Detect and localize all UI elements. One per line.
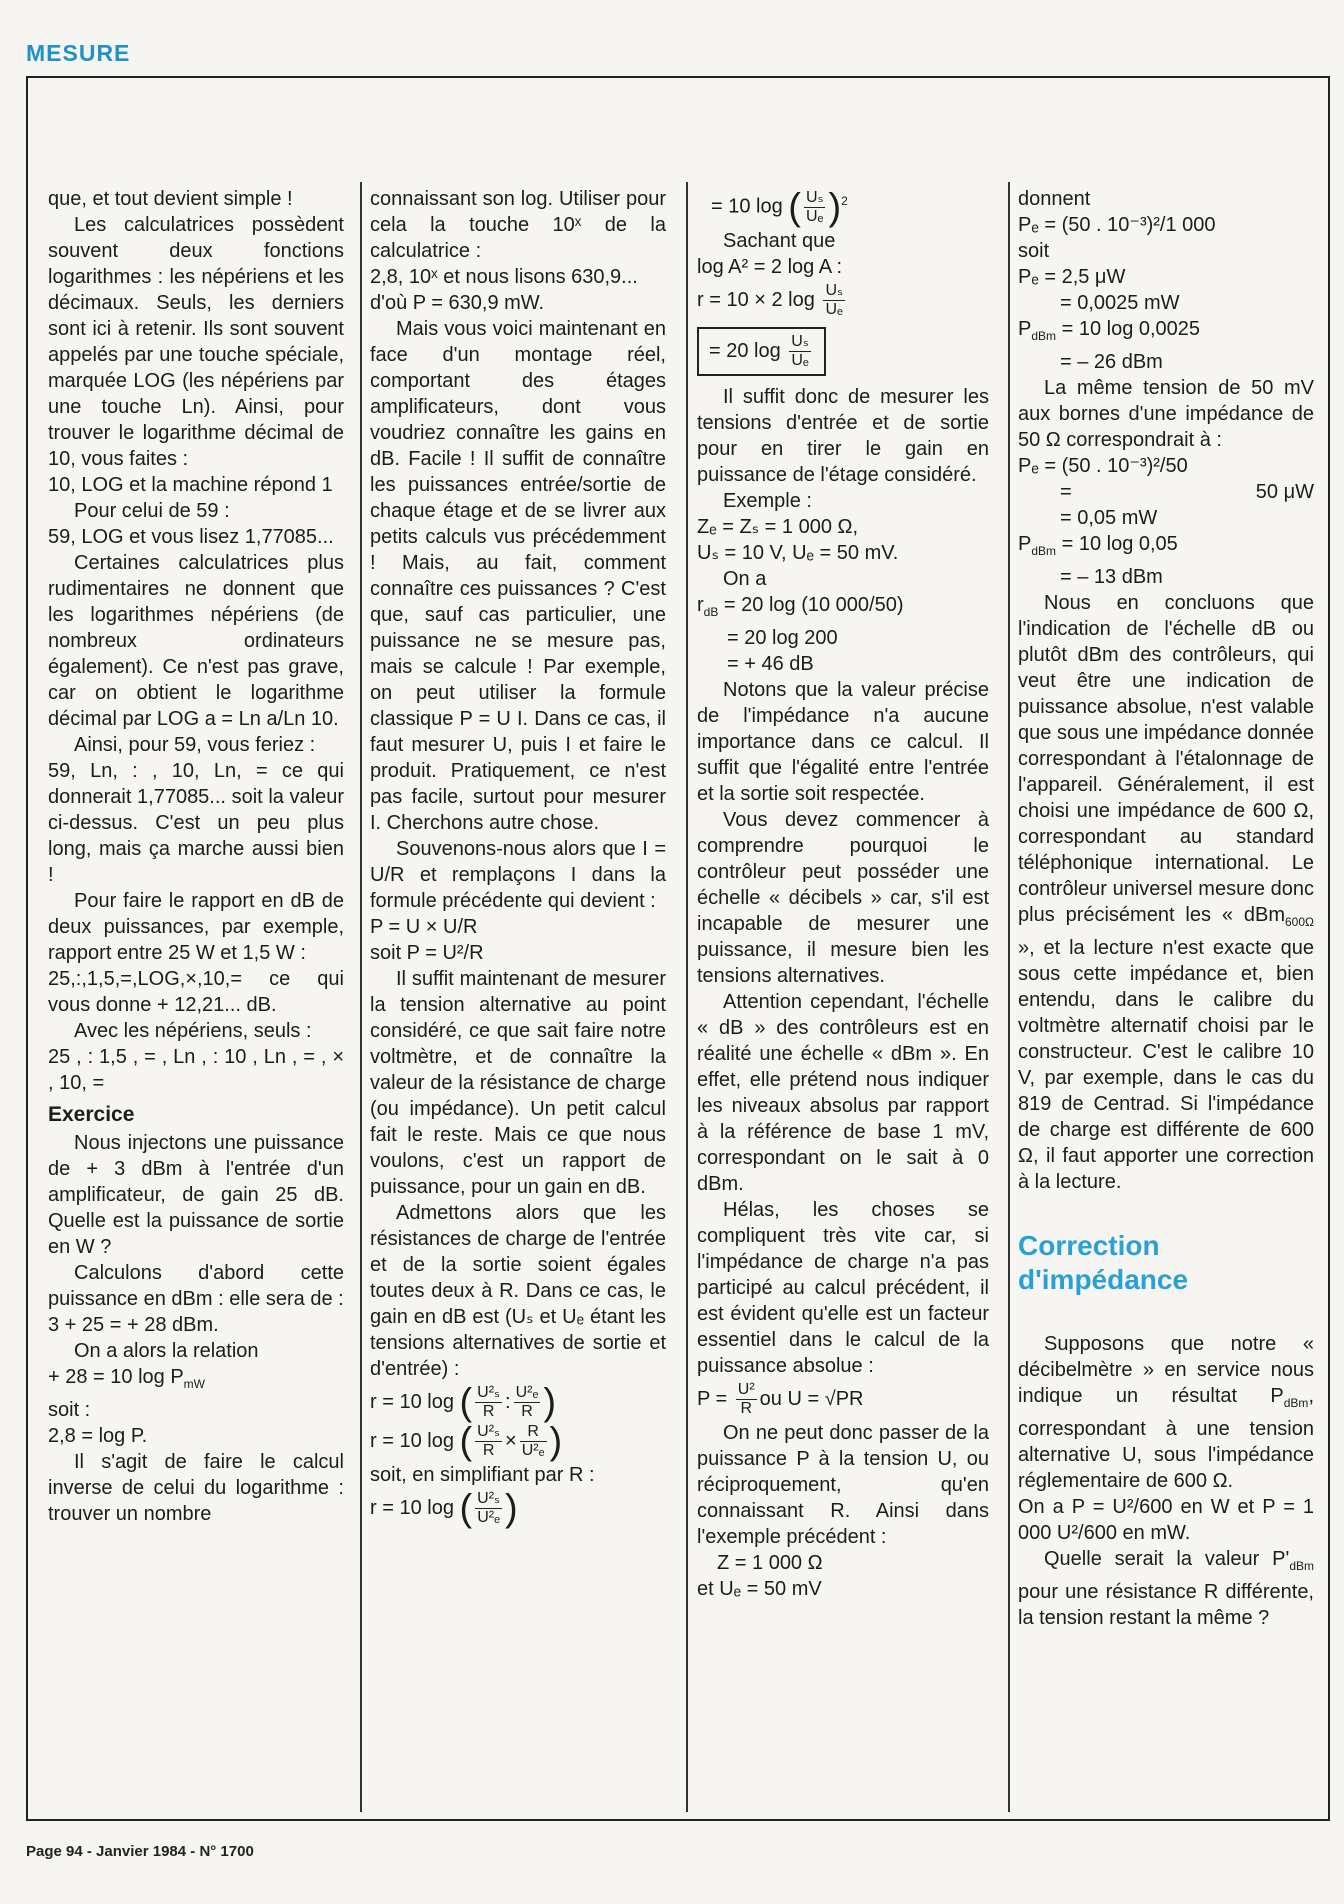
equation: = + 46 dB bbox=[727, 652, 814, 675]
paragraph: Mais vous voici maintenant en face d'un montage réel, comportant des étages amplificateurs, dont vous voudriez connaître les gains en dB. Facile ! Il suffit de connaître les puissances entrée/sortie de chaque étage et de se livrer aux petits calculs vus précédemment ! Mais, au fait, comment connaître ces puissances ? C'est que, sauf cas particulier, une puissance ne se mesure pas, mais se calcule ! Par exemple, on peut utiliser la formule classique P = U I. Dans ce cas, il faut mesurer U, puis I et faire le produit. Pratiquement, ce n'est pas facile, surtout pour mesurer I. Cherchons autre chose. bbox=[370, 318, 666, 834]
equation: log A² = 2 log A : bbox=[697, 255, 843, 278]
paragraph: Nous en concluons que l'indication de l'échelle dB ou plutôt dBm des contrôleurs, qui veut être une indication de puissance absolue, n'est valable que sous une impédance donnée correspondant à l'étalonnage de l'appareil. Généralement, il est choisi une impédance de 600 Ω, correspondant au standard téléphonique international. Le contrôleur universel mesure donc plus précisément les « dBm$_{600\Omega}$ », et la lecture n'est exacte que sous cette impédance et, bien entendu, dans le calibre du voltmètre alternatif choisi par le constructeur. C'est le calibre 10 V, par exemple, dans le cas du 819 de Centrad. Si l'impédance de charge est différente de 600 Ω, il faut apporter une correction à la lecture. bbox=[1018, 592, 1314, 1193]
paragraph: soit, en simplifiant par R : bbox=[370, 1464, 595, 1486]
paragraph: Sachant que bbox=[723, 229, 836, 252]
column-divider bbox=[1008, 182, 1010, 1812]
column-4 bbox=[1018, 186, 1314, 1631]
paragraph: Supposons que notre « décibelmètre » en service nous indique un résultat $P_{dBm}$, correspondant à une tension alternative U, sous l'impédance réglementaire de 600 Ω. bbox=[1018, 1333, 1314, 1492]
equation: = – 13 dBm bbox=[1060, 566, 1163, 588]
equation: $r_{dB} = 20$ log (10 000/50) bbox=[697, 593, 904, 619]
paragraph: donnent bbox=[1018, 188, 1091, 210]
page-footer: Page 94 - Janvier 1984 - N° 1700 bbox=[26, 1843, 254, 1860]
paragraph: Nous injectons une puissance de + 3 dBm à l'entrée d'un amplificateur, de gain 25 dB. Quelle est la puissance de sortie en W ? bbox=[48, 1132, 344, 1258]
paragraph: 59, Ln, : , 10, Ln, = ce qui donnerait 1,77085... soit la valeur ci-dessus. C'est un peu plus long, mais ça marche aussi bien ! bbox=[48, 760, 344, 886]
equation: P = $\frac{\text{U²}}{R}$ ou U = √PR bbox=[697, 1380, 864, 1417]
paragraph: Pour faire le rapport en dB de deux puissances, par exemple, rapport entre 25 W et 1,5 W : bbox=[48, 890, 344, 964]
equation: r = 10 × 2 log $\frac{\text{Uₛ}}{\text{Uₑ}}$ bbox=[697, 281, 843, 318]
equation: = – 26 dBm bbox=[1060, 351, 1163, 373]
column-2 bbox=[370, 186, 666, 1529]
equation: = 0,05 mW bbox=[1060, 507, 1158, 529]
paragraph: 25 , : 1,5 , = , Ln , : 10 , Ln , = , × , 10, = bbox=[48, 1046, 344, 1094]
paragraph: soit bbox=[1018, 240, 1050, 262]
paragraph: 2,8, 10ˣ et nous lisons 630,9... bbox=[370, 266, 638, 288]
equation: + 28 = 10 $\log P_{mW}$ bbox=[48, 1366, 205, 1391]
paragraph: 59, LOG et vous lisez 1,77085... bbox=[48, 526, 334, 548]
paragraph: Quelle serait la valeur $P'_{dBm}$ pour une résistance R différente, la tension restant la même ? bbox=[1018, 1548, 1314, 1629]
paragraph: Hélas, les choses se compliquent très vite car, si l'impédance de charge n'a pas participé au calcul précédent, il est évident qu'elle est un facteur essentiel dans le calcul de la puissance absolue : bbox=[697, 1198, 989, 1377]
column-divider bbox=[360, 182, 362, 1812]
paragraph: Ainsi, pour 59, vous feriez : bbox=[74, 734, 316, 756]
paragraph: Vous devez commencer à comprendre pourquoi le contrôleur peut posséder une échelle « décibels » car, s'il est incapable de mesurer une puissance, il mesure bien les tensions alternatives. bbox=[697, 808, 989, 987]
paragraph: que, et tout devient simple ! bbox=[48, 188, 293, 210]
equation: Pₑ = 2,5 μW bbox=[1018, 266, 1126, 288]
subheading: Exercice bbox=[48, 1103, 135, 1126]
paragraph: On ne peut donc passer de la puissance P à la tension U, ou réciproquement, qu'en connaissant R. Ainsi dans l'exemple précédent : bbox=[697, 1421, 989, 1548]
equation: = 20 log 200 bbox=[727, 626, 838, 649]
column-divider bbox=[686, 182, 688, 1812]
equation: et Uₑ = 50 mV bbox=[697, 1577, 822, 1600]
equation: = 50 μW bbox=[1060, 481, 1314, 503]
equation: = 0,0025 mW bbox=[1060, 292, 1180, 314]
paragraph: Attention cependant, l'échelle « dB » des contrôleurs est en réalité une échelle « dBm ». En effet, elle prétend nous indiquer les niveaux absolus par rapport à la référence de base 1 mV, correspondant on le sait à 0 dBm. bbox=[697, 990, 989, 1195]
column-1 bbox=[48, 186, 344, 1527]
paragraph: La même tension de 50 mV aux bornes d'une impédance de 50 Ω correspondrait à : bbox=[1018, 377, 1314, 451]
equation: Pₑ = (50 . 10⁻³)²/50 bbox=[1018, 455, 1188, 477]
paragraph: soit : bbox=[48, 1399, 91, 1421]
paragraph: On a alors la relation bbox=[74, 1340, 259, 1362]
section-title: Correction d'impédance bbox=[1018, 1230, 1189, 1295]
paragraph: Certaines calculatrices plus rudimentaires ne donnent que les logarithmes népériens (de nombreux ordinateurs également). Ce n'est pas grave, car on obtient le logarithme décimal par LOG a = Ln a/Ln 10. bbox=[48, 552, 344, 730]
paragraph: d'où P = 630,9 mW. bbox=[370, 292, 545, 314]
paragraph: Exemple : bbox=[723, 489, 812, 512]
boxed-equation: = 20 log $\frac{\text{Uₛ}}{\text{Uₑ}}$ bbox=[697, 321, 989, 382]
paragraph: Les calculatrices possèdent souvent deux fonctions logarithmes : les népériens et les décimaux. Seuls, les derniers sont ici à retenir. Ils sont souvent appelés par une touche spéciale, marquée LOG (les népériens par une touche Ln). Ainsi, pour trouver le logarithme décimal de 10, vous faites : bbox=[48, 214, 344, 470]
equation: $P_{dBm} = 10$ log 0,0025 bbox=[1018, 318, 1201, 343]
paragraph: Souvenons-nous alors que I = U/R et remplaçons I dans la formule précédente qui devient : bbox=[370, 838, 666, 912]
equation: Pₑ = (50 . 10⁻³)²/1 000 bbox=[1018, 214, 1216, 236]
equation: $P_{dBm} = 10$ log 0,05 bbox=[1018, 533, 1178, 558]
equation: 3 + 25 = + 28 dBm. bbox=[48, 1314, 219, 1336]
section-header: MESURE bbox=[26, 40, 131, 66]
equation: Zₑ = Zₛ = 1 000 Ω, bbox=[697, 515, 859, 538]
paragraph: connaissant son log. Utiliser pour cela la touche 10ˣ de la calculatrice : bbox=[370, 188, 666, 262]
paragraph: Il suffit maintenant de mesurer la tension alternative au point considéré, ce que sait faire notre voltmètre, et de connaître la valeur de la résistance de charge (ou impédance). Un petit calcul fait le reste. Mais ce que nous voulons, c'est un rapport de puissance, pour un gain en dB. bbox=[370, 968, 666, 1198]
paragraph: Calculons d'abord cette puissance en dBm : elle sera de : bbox=[48, 1262, 344, 1310]
paragraph: Avec les népériens, seuls : bbox=[74, 1020, 312, 1042]
paragraph: Pour celui de 59 : bbox=[74, 500, 230, 522]
equation: Z = 1 000 Ω bbox=[717, 1551, 823, 1574]
equation: 2,8 = log P. bbox=[48, 1425, 148, 1447]
paragraph: 10, LOG et la machine répond 1 bbox=[48, 474, 333, 496]
paragraph: Il s'agit de faire le calcul inverse de celui du logarithme : trouver un nombre bbox=[48, 1451, 344, 1525]
equation: = 10 log ( $\frac{\text{Uₛ}}{\text{Uₑ}}$ )$^2$ bbox=[711, 186, 848, 229]
paragraph: On a bbox=[723, 567, 767, 590]
paragraph: 25,:,1,5,=,LOG,×,10,= ce qui vous donne + 12,21... dB. bbox=[48, 968, 344, 1016]
equation: Uₛ = 10 V, Uₑ = 50 mV. bbox=[697, 541, 899, 564]
paragraph: On a P = U²/600 en W et P = 1 000 U²/600 en mW. bbox=[1018, 1496, 1314, 1544]
equation: soit P = U²/R bbox=[370, 942, 484, 964]
equation: r = 10 log ( $\frac{\text{U²ₛ}}{R}$ : $\frac{\text{U²ₑ}}{R}$ ) bbox=[370, 1381, 557, 1424]
paragraph: Admettons alors que les résistances de charge de l'entrée et de la sortie soient égales toutes deux à R. Dans ce cas, le gain en dB est (Uₛ et Uₑ étant les tensions alternatives de sortie et d'entrée) : bbox=[370, 1202, 666, 1380]
paragraph: Notons que la valeur précise de l'impédance n'a aucune importance dans ce calcul. Il suffit que l'égalité entre l'entrée et la sortie soit respectée. bbox=[697, 678, 989, 805]
equation: r = 10 log ( $\frac{\text{U²ₛ}}{R}$ × $\frac{R}{\text{U²ₑ}}$ ) bbox=[370, 1420, 563, 1463]
equation: r = 10 log ( $\frac{\text{U²ₛ}}{\text{U²ₑ}}$ ) bbox=[370, 1487, 518, 1530]
paragraph: Il suffit donc de mesurer les tensions d'entrée et de sortie pour en tirer le gain en puissance de l'étage considéré. bbox=[697, 385, 989, 486]
column-3 bbox=[697, 186, 989, 1602]
equation: P = U × U/R bbox=[370, 916, 478, 938]
